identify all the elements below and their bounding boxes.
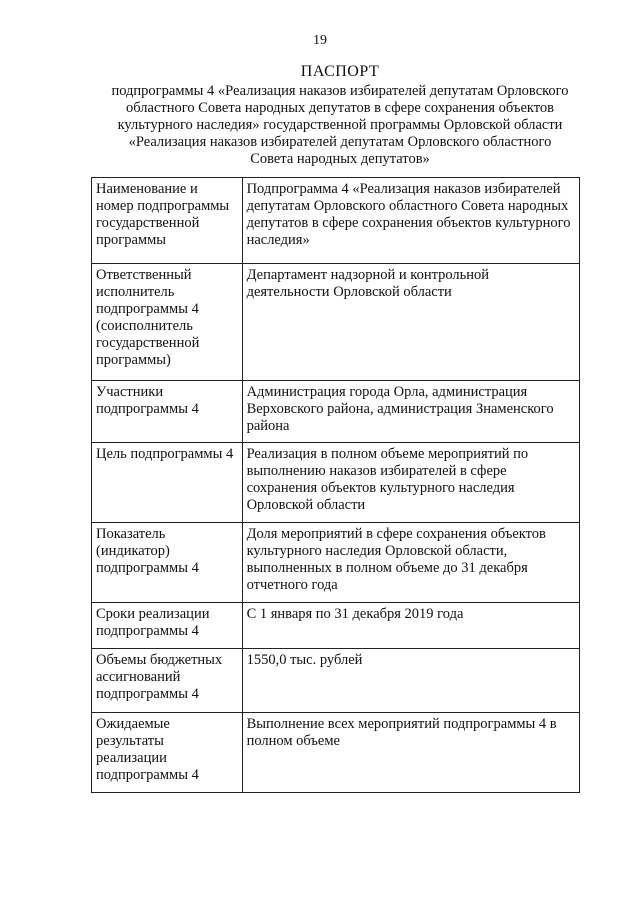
row-label: Показатель (индикатор) подпрограммы 4 bbox=[92, 523, 243, 603]
row-value: Администрация города Орла, администрация Верховского района, администрация Знаменского района bbox=[242, 381, 579, 443]
row-label: Наименование и номер подпрограммы государственной программы bbox=[92, 178, 243, 264]
row-value: Департамент надзорной и контрольной деятельности Орловской области bbox=[242, 264, 579, 381]
table-row bbox=[92, 523, 580, 603]
subtitle-line: областного Совета народных депутатов в сфере сохранения объектов bbox=[126, 100, 554, 116]
subtitle-line: культурного наследия» государственной программы Орловской области bbox=[117, 117, 563, 133]
table-row bbox=[92, 649, 580, 713]
subtitle-line: подпрограммы 4 «Реализация наказов избирателей депутатам Орловского bbox=[111, 83, 569, 99]
table-row bbox=[92, 603, 580, 649]
table-row bbox=[92, 713, 580, 793]
row-label: Участники подпрограммы 4 bbox=[92, 381, 243, 443]
row-value: Реализация в полном объеме мероприятий по выполнению наказов избирателей в сфере сохранения объектов культурного наследия Орловской области bbox=[242, 443, 579, 523]
row-label: Ожидаемые результаты реализации подпрограммы 4 bbox=[92, 713, 243, 793]
passport-table bbox=[91, 177, 580, 793]
subtitle-line: Совета народных депутатов» bbox=[250, 151, 430, 167]
row-value: 1550,0 тыс. рублей bbox=[242, 649, 579, 713]
row-value: Доля мероприятий в сфере сохранения объектов культурного наследия Орловской области, выполненных в полном объеме до 31 декабря отчетного года bbox=[242, 523, 579, 603]
table-row bbox=[92, 381, 580, 443]
table-row bbox=[92, 178, 580, 264]
row-label: Цель подпрограммы 4 bbox=[92, 443, 243, 523]
row-label: Ответственный исполнитель подпрограммы 4 (соисполнитель государственной программы) bbox=[92, 264, 243, 381]
row-value: Выполнение всех мероприятий подпрограммы 4 в полном объеме bbox=[242, 713, 579, 793]
page-number: 19 bbox=[313, 33, 327, 48]
document-heading bbox=[90, 62, 590, 168]
row-label: Сроки реализации подпрограммы 4 bbox=[92, 603, 243, 649]
document-title: ПАСПОРТ bbox=[300, 63, 380, 80]
row-label: Объемы бюджетных ассигнований подпрограммы 4 bbox=[92, 649, 243, 713]
table-row bbox=[92, 264, 580, 381]
document-subtitle bbox=[90, 83, 590, 168]
row-value: Подпрограмма 4 «Реализация наказов избирателей депутатам Орловского областного Совета народных депутатов в сфере сохранения объектов культурного наследия» bbox=[242, 178, 579, 264]
table-row bbox=[92, 443, 580, 523]
subtitle-line: «Реализация наказов избирателей депутатам Орловского областного bbox=[128, 134, 552, 150]
row-value: С 1 января по 31 декабря 2019 года bbox=[242, 603, 579, 649]
